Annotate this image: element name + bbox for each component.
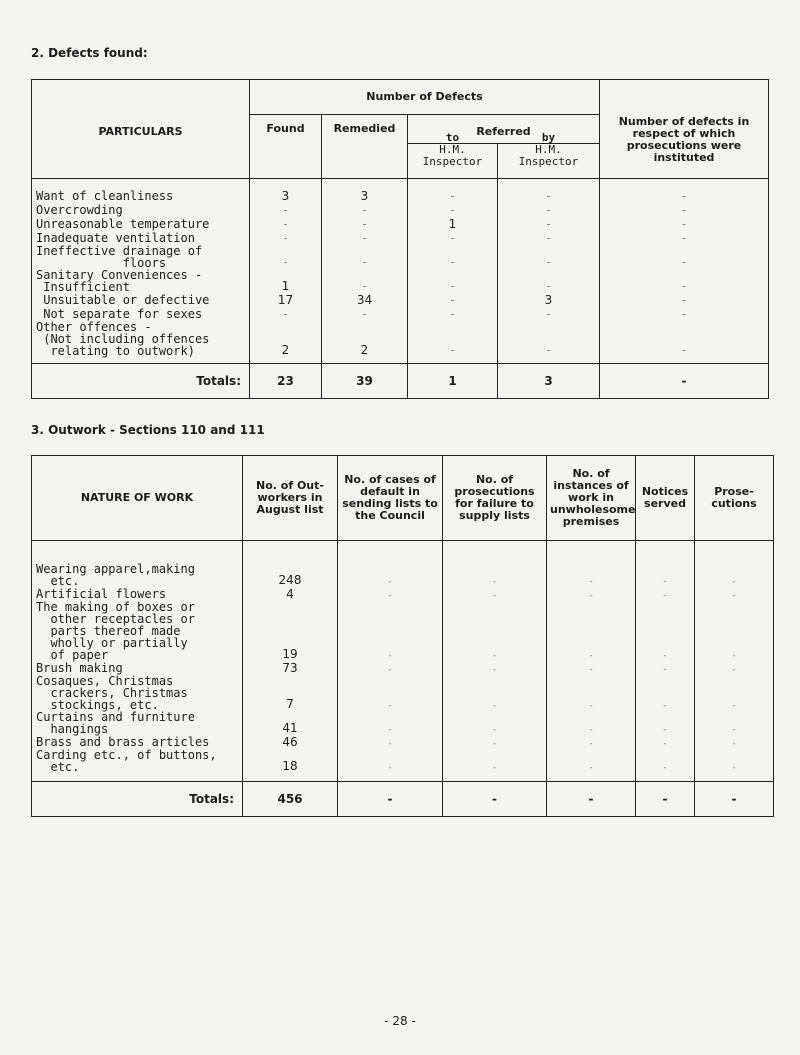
by-cell: - [498,203,600,217]
table-row [32,217,769,231]
section-3-title: 3. Outwork - Sections 110 and 111 [31,423,265,437]
default-cell: - [338,587,443,601]
instances-cell: - [547,541,636,588]
pros-cell: - [600,245,769,269]
table-row [32,675,774,711]
totals-notices: - [636,782,695,817]
by-cell: - [498,321,600,364]
table-row [32,711,774,735]
table-row [32,203,769,217]
defects-totals-row [32,364,769,399]
totals-by: 3 [498,364,600,399]
particulars-cell: Inadequate ventilation [32,231,250,245]
outwork-table [31,455,774,817]
to-cell: - [408,293,498,307]
instances-cell: - [547,711,636,735]
particulars-cell: Want of cleanliness [32,179,250,204]
outworkers-cell: 46 [243,735,338,749]
to-cell: - [408,245,498,269]
remedied-cell: - [322,245,408,269]
to-inspector: Inspector [422,155,483,168]
outwork-totals-row [32,782,774,817]
default-cell: - [338,541,443,588]
pros-cell: - [600,307,769,321]
by-inspector-header [498,131,600,179]
totals-label: Totals: [32,364,250,399]
notices-cell: - [636,749,695,782]
nature-cell: Cosaques, Christmas crackers, Christmas stockings, etc. [32,675,243,711]
notices-cell: - [636,587,695,601]
particulars-cell: Not separate for sexes [32,307,250,321]
failure-cell: - [443,711,547,735]
by-cell: - [498,231,600,245]
pros-cell: - [600,231,769,245]
notices-cell: - [636,675,695,711]
instances-cell: - [547,735,636,749]
totals-failure: - [443,782,547,817]
instances-cell: - [547,587,636,601]
notices-cell: - [636,601,695,661]
totals-default: - [338,782,443,817]
number-of-defects-header: Number of Defects [250,80,600,115]
outworkers-cell: 18 [243,749,338,782]
pros-cell: - [695,601,774,661]
table-row [32,307,769,321]
particulars-cell: Unsuitable or defective [32,293,250,307]
instances-cell: - [547,661,636,675]
found-cell: - [250,231,322,245]
pros-cell: - [600,293,769,307]
found-cell: 1 [250,269,322,293]
to-cell: - [408,269,498,293]
failure-cell: - [443,661,547,675]
unwholesome-instances-header: No. of instances of work in unwholesome premises [547,456,636,541]
page-number: - 28 - [384,1014,416,1028]
to-label: to [445,131,460,144]
found-cell: 17 [250,293,322,307]
nature-cell: The making of boxes or other receptacles or parts thereof made wholly or partially of paper [32,601,243,661]
outworkers-cell: 73 [243,661,338,675]
pros-cell: - [695,587,774,601]
referred-header: Referred [408,115,600,144]
outworkers-cell: 41 [243,711,338,735]
to-cell: 1 [408,217,498,231]
to-cell: - [408,203,498,217]
defects-table-body [32,179,769,364]
default-cell: - [338,711,443,735]
defects-table [31,79,769,399]
by-inspector: Inspector [518,155,579,168]
prosecutions-header: Number of defects in respect of which prosecutions were instituted [600,80,769,179]
to-cell: - [408,179,498,204]
table-row [32,231,769,245]
by-cell: - [498,307,600,321]
table-row [32,321,769,364]
particulars-cell: Sanitary Conveniences - Insufficient [32,269,250,293]
outwork-table-body [32,541,774,782]
found-cell: - [250,203,322,217]
table-row [32,735,774,749]
table-row [32,179,769,204]
default-cell: - [338,675,443,711]
pros-cell: - [600,269,769,293]
to-cell: - [408,231,498,245]
by-cell: - [498,179,600,204]
pros-cell: - [600,203,769,217]
pros-cell: - [695,541,774,588]
failure-cell: - [443,541,547,588]
by-cell: - [498,269,600,293]
by-hm: H.M. [535,143,562,156]
by-cell: - [498,217,600,231]
table-row [32,541,774,588]
nature-cell: Curtains and furniture hangings [32,711,243,735]
outworkers-cell: 7 [243,675,338,711]
particulars-cell: Overcrowding [32,203,250,217]
instances-cell: - [547,749,636,782]
nature-cell: Carding etc., of buttons, etc. [32,749,243,782]
remedied-header: Remedied [322,115,408,179]
pros-cell: - [695,661,774,675]
table-row [32,749,774,782]
default-cases-header: No. of cases of default in sending lists to the Council [338,456,443,541]
pros-cell: - [695,711,774,735]
particulars-cell: Unreasonable temperature [32,217,250,231]
failure-cell: - [443,675,547,711]
by-label: by [541,131,556,144]
failure-cell: - [443,587,547,601]
to-cell: - [408,307,498,321]
pros-cell: - [695,675,774,711]
remedied-cell: 34 [322,293,408,307]
remedied-cell: - [322,217,408,231]
table-row [32,587,774,601]
table-row [32,269,769,293]
failure-prosecutions-header: No. of prosecutions for failure to supply lists [443,456,547,541]
remedied-cell: - [322,307,408,321]
particulars-header: PARTICULARS [32,80,250,179]
totals-prosecutions: - [600,364,769,399]
nature-cell: Wearing apparel,making etc. [32,541,243,588]
found-cell: 3 [250,179,322,204]
failure-cell: - [443,601,547,661]
instances-cell: - [547,601,636,661]
notices-served-header: Notices served [636,456,695,541]
instances-cell: - [547,675,636,711]
remedied-cell: 2 [322,321,408,364]
default-cell: - [338,601,443,661]
nature-cell: Artificial flowers [32,587,243,601]
table-row [32,293,769,307]
to-hm: H.M. [439,143,466,156]
default-cell: - [338,749,443,782]
pros-cell: - [695,749,774,782]
remedied-cell: - [322,231,408,245]
totals-prosecutions: - [695,782,774,817]
particulars-cell: Ineffective drainage of floors [32,245,250,269]
found-cell: - [250,307,322,321]
outworkers-cell: 248 [243,541,338,588]
remedied-cell: - [322,269,408,293]
found-cell: - [250,217,322,231]
totals-outworkers: 456 [243,782,338,817]
totals-to: 1 [408,364,498,399]
remedied-cell: - [322,203,408,217]
table-row [32,661,774,675]
notices-cell: - [636,541,695,588]
notices-cell: - [636,735,695,749]
totals-instances: - [547,782,636,817]
pros-cell: - [600,321,769,364]
default-cell: - [338,735,443,749]
notices-cell: - [636,661,695,675]
pros-cell: - [600,179,769,204]
particulars-cell: Other offences - (Not including offences relating to outwork) [32,321,250,364]
totals-remedied: 39 [322,364,408,399]
default-cell: - [338,661,443,675]
nature-cell: Brush making [32,661,243,675]
totals-label: Totals: [32,782,243,817]
outworkers-header: No. of Out-workers in August list [243,456,338,541]
to-inspector-header [408,131,498,179]
table-row [32,245,769,269]
failure-cell: - [443,735,547,749]
nature-cell: Brass and brass articles [32,735,243,749]
nature-of-work-header: NATURE OF WORK [32,456,243,541]
by-cell: 3 [498,293,600,307]
notices-cell: - [636,711,695,735]
outworkers-cell: 4 [243,587,338,601]
by-cell: - [498,245,600,269]
failure-cell: - [443,749,547,782]
outworkers-cell: 19 [243,601,338,661]
prosecutions-header: Prose- cutions [695,456,774,541]
found-cell: - [250,245,322,269]
totals-found: 23 [250,364,322,399]
found-cell: 2 [250,321,322,364]
remedied-cell: 3 [322,179,408,204]
section-2-title: 2. Defects found: [31,46,148,60]
found-header: Found [250,115,322,179]
pros-cell: - [600,217,769,231]
pros-cell: - [695,735,774,749]
table-row [32,601,774,661]
to-cell: - [408,321,498,364]
